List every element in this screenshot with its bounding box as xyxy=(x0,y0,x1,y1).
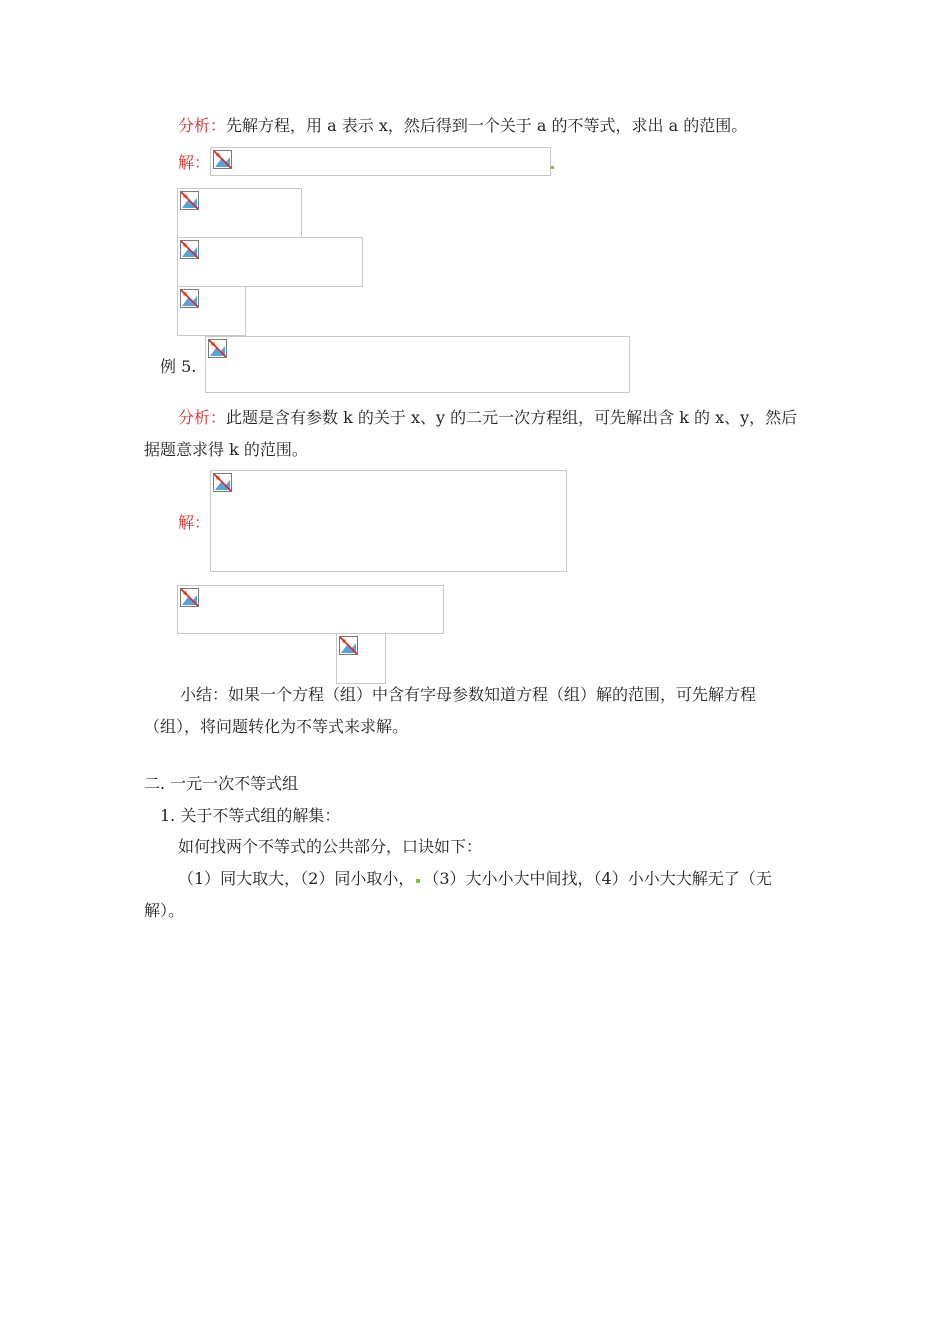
rule-text: （3）大小小大中间找，（4）小小大大解无了（无 xyxy=(423,869,772,888)
intro-text: 如何找两个不等式的公共部分，口诀如下： xyxy=(178,837,483,856)
section-heading: 二. 一元一次不等式组 xyxy=(144,774,299,793)
anchor-mark xyxy=(551,166,554,169)
analysis-continuation: 据题意求得 k 的范围。 xyxy=(144,440,308,459)
rules-line xyxy=(178,869,772,889)
equation-image xyxy=(177,237,363,287)
analysis-label: 分析： xyxy=(178,116,227,135)
example-label: 例 5. xyxy=(160,357,197,376)
solution-image xyxy=(177,585,444,634)
solution-label: 解： xyxy=(178,153,211,172)
summary-line: 小结：如果一个方程（组）中含有字母参数知道方程（组）解的范围，可先解方程 xyxy=(180,685,757,704)
broken-image-icon xyxy=(213,473,232,492)
analysis-paragraph xyxy=(178,408,797,428)
analysis-text: 先解方程，用 a 表示 x，然后得到一个关于 a 的不等式，求出 a 的范围。 xyxy=(226,116,748,135)
equation-image xyxy=(210,147,551,176)
analysis-label: 分析： xyxy=(178,408,227,427)
broken-image-icon xyxy=(213,150,232,169)
analysis-text: 此题是含有参数 k 的关于 x、y 的二元一次方程组，可先解出含 k 的 x、y，然后 xyxy=(226,408,798,427)
equation-image xyxy=(177,286,246,336)
solution-image xyxy=(336,633,386,684)
broken-image-icon xyxy=(180,240,199,259)
equation-image xyxy=(177,188,302,238)
problem-image xyxy=(205,336,630,393)
broken-image-icon xyxy=(180,191,199,210)
summary-continuation: （组），将问题转化为不等式来求解。 xyxy=(144,717,409,736)
solution-label: 解： xyxy=(178,513,211,532)
broken-image-icon xyxy=(180,289,199,308)
broken-image-icon xyxy=(339,636,358,655)
solution-image xyxy=(210,470,567,572)
broken-image-icon xyxy=(180,588,199,607)
anchor-mark xyxy=(416,879,420,883)
broken-image-icon xyxy=(208,339,227,358)
analysis-paragraph xyxy=(178,116,747,136)
rule-text: （1）同大取大，（2）同小取小， xyxy=(178,869,415,888)
subsection-item: 1. 关于不等式组的解集： xyxy=(160,806,341,825)
rules-continuation: 解）。 xyxy=(144,901,185,920)
